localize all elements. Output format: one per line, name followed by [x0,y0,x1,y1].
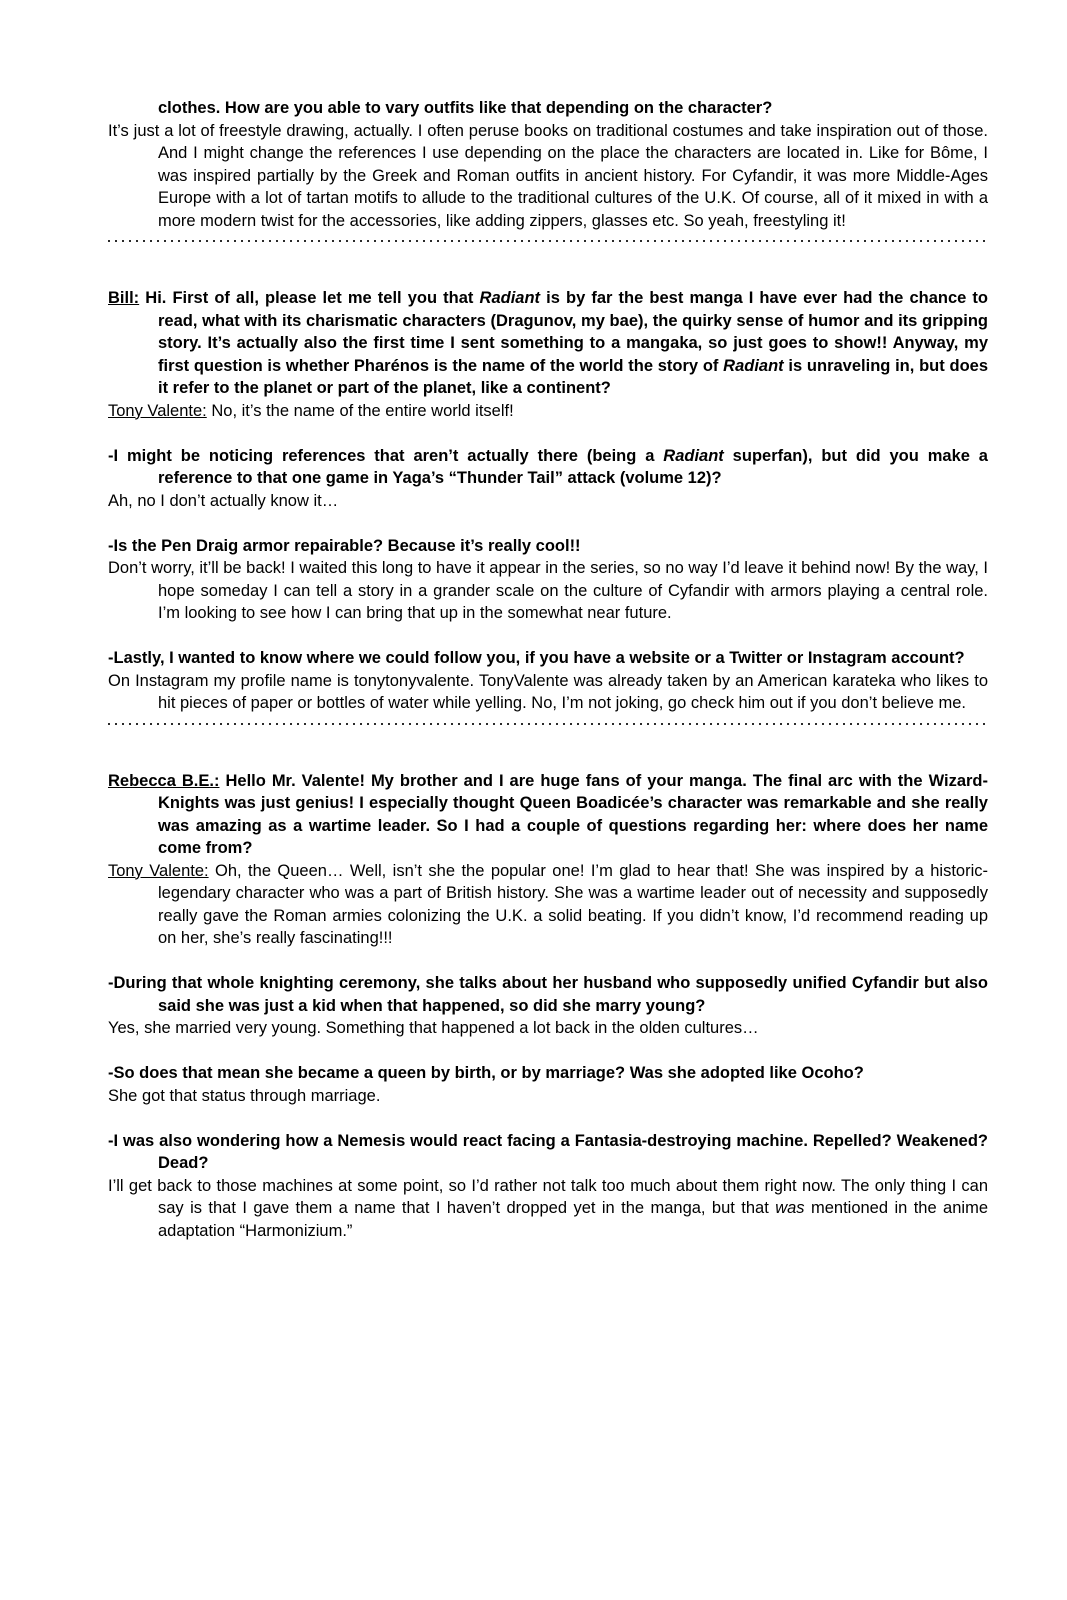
opening-question-continuation [108,97,988,120]
bill-answer-2 [108,490,988,513]
rebecca-question-3 [108,1062,988,1085]
text-segment: -So does that mean she became a queen by birth, or by marriage? Was she adopted like Ocoho? [108,1064,864,1082]
section-divider [108,240,988,242]
rebecca-question-1 [108,770,988,860]
bill-answer-3 [108,557,988,625]
bill-question-4 [108,647,988,670]
text-segment: -During that whole knighting ceremony, she talks about her husband who supposedly unified Cyfandir but also said she was just a kid when that happened, so did she marry young? [108,974,988,1015]
opening-answer [108,120,988,233]
text-segment: Don’t worry, it’ll be back! I waited this long to have it appear in the series, so no way I’d leave it behind now! By the way, I hope someday I can tell a story in a grander scale on the culture of Cyfandir with armors playing a central role. I’m looking to see how I can bring that up in the somewhat near future. [108,559,988,622]
text-segment: Yes, she married very young. Something that happened a lot back in the olden cultures… [108,1019,759,1037]
rebecca-answer-2 [108,1017,988,1040]
text-segment: is by far the best manga I have ever had the chance to read, what with its charismatic characters (Dragunov, my bae), the quirky sense of humor and its gripping story. It’s actually also the first time I sent something to a mangaka, so just goes to show!! Anyway, my first question is whether Pharénos is the name of the world the story of [158,289,988,375]
rebecca-question-2 [108,972,988,1017]
bill-question-2 [108,445,988,490]
rebecca-answer-4 [108,1175,988,1243]
text-segment: Oh, the Queen… Well, isn’t she the popular one! I’m glad to hear that! She was inspired by a historic-legendary character who was a part of British history. She was a wartime leader out of necessity and supposedly really gave the Roman armies colonizing the U.K. a solid beating. If you didn’t know, I’d recommend reading up on her, she’s really fascinating!!! [158,861,988,947]
text-segment: was [775,1199,805,1217]
page-content [108,97,988,1242]
text-segment: Ah, no I don’t actually know it… [108,491,339,510]
text-segment: Tony Valente: [108,861,209,880]
text-segment: superfan), but did you make a reference to that one game in Yaga’s “Thunder Tail” attack (volume 12)? [158,446,988,487]
text-segment: Tony Valente: [108,401,207,420]
text-segment: mentioned in the anime adaptation “Harmonizium.” [158,1199,988,1240]
bill-answer-4 [108,670,988,715]
text-segment: No, it’s the name of the entire world itself! [206,401,514,420]
text-segment: -Lastly, I wanted to know where we could follow you, if you have a website or a Twitter or Instagram account? [108,649,965,667]
text-segment: is unraveling in, but does it refer to the planet or part of the planet, like a continent? [158,356,988,397]
text-segment: Radiant [663,446,724,465]
text-segment: clothes. How are you able to vary outfits like that depending on the character? [158,99,773,117]
bill-question-3 [108,535,988,558]
rebecca-question-4 [108,1130,988,1175]
bill-question-1 [108,287,988,400]
text-segment: Bill: [108,289,140,307]
text-segment: Rebecca B.E.: [108,771,220,790]
bill-answer-1 [108,400,988,423]
text-segment: -Is the Pen Draig armor repairable? Because it’s really cool!! [108,536,581,555]
text-segment: -I was also wondering how a Nemesis would react facing a Fantasia-destroying machine. Repelled? Weakened? Dead? [108,1131,988,1172]
text-segment: Radiant [479,289,541,307]
rebecca-answer-3 [108,1085,988,1108]
text-segment: Hi. First of all, please let me tell you that [139,289,480,307]
text-segment: It’s just a lot of freestyle drawing, actually. I often peruse books on traditional costumes and take inspiration out of those. And I might change the references I use depending on the place the characters are located in. Like for Bôme, I was inspired partially by the Greek and Roman outfits in ancient history. For Cyfandir, it was more Middle-Ages Europe with a lot of tartan motifs to allude to the traditional cultures of the U.K. Of course, all of it mixed in with a more modern twist for the accessories, like adding zippers, glasses etc. So yeah, freestyling it! [108,121,988,230]
section-divider [108,723,988,725]
text-segment: Radiant [723,356,784,375]
rebecca-answer-1 [108,860,988,950]
text-segment: Hello Mr. Valente! My brother and I are huge fans of your manga. The final arc with the Wizard-Knights was just genius! I especially thought Queen Boadicée’s character was remarkable and she really was amazing as a wartime leader. So I had a couple of questions regarding her: where does her name come from? [158,771,988,857]
text-segment: -I might be noticing references that aren’t actually there (being a [108,446,664,465]
text-segment: I’ll get back to those machines at some point, so I’d rather not talk too much about them right now. The only thing I can say is that I gave them a name that I haven’t dropped yet in the manga, but that [108,1176,988,1217]
text-segment: On Instagram my profile name is tonytonyvalente. TonyValente was already taken by an American karateka who likes to hit pieces of paper or bottles of water while yelling. No, I’m not joking, go check him out if you don’t believe me. [108,671,988,712]
text-segment: She got that status through marriage. [108,1086,381,1105]
